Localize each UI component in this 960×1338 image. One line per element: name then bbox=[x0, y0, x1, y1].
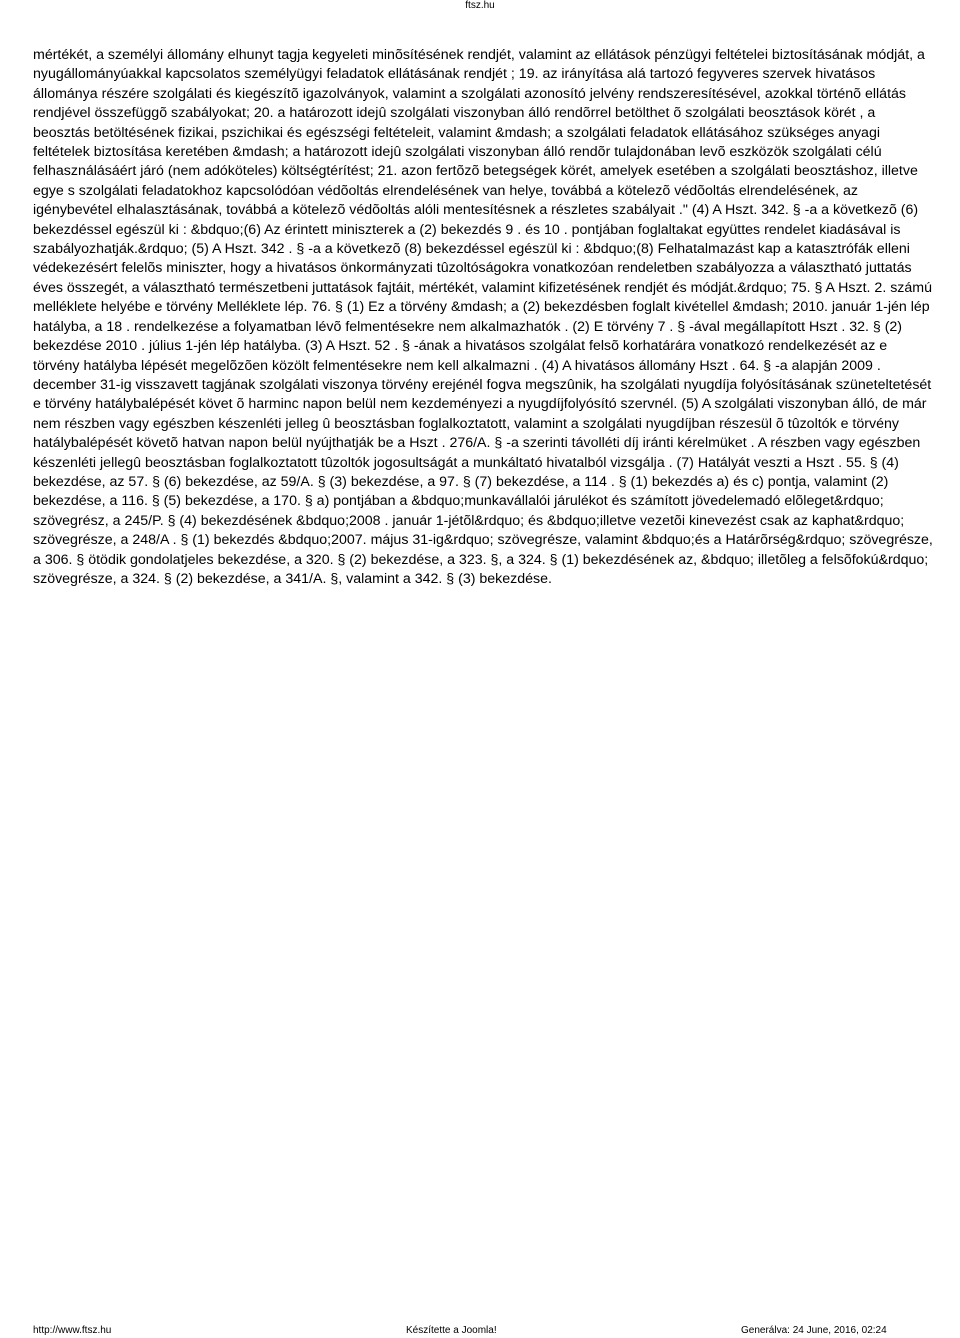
footer-url-link[interactable]: http://www.ftsz.hu bbox=[33, 1325, 112, 1336]
article-body bbox=[33, 46, 933, 589]
page-header bbox=[0, 0, 960, 12]
page-footer bbox=[0, 1324, 960, 1338]
header-site-name: ftsz.hu bbox=[465, 0, 495, 11]
footer-generated-date: Generálva: 24 June, 2016, 02:24 bbox=[741, 1325, 887, 1336]
footer-credit: Készítette a Joomla! bbox=[406, 1325, 497, 1336]
article-text: mértékét, a személyi állomány elhunyt tagja kegyeleti minõsítésének rendjét, valamint az ellátások pénzügyi feltételei biztosításának módját, a nyugállományúakkal kapcsolatos személyügyi feladatok ellátásának rendjét ; 19. az irányítása alá tartozó fegyveres szervek hivatásos állománya részére szolgálati és kiegészítõ igazolványok, valamint a szolgálati azonosító jelvény rendszeresítésével, azokkal történõ ellátás rendjével összefüggõ szabályokat; 20. a határozott idejû szolgálati viszonyban álló rendõrrel betölthet õ szolgálati beosztások körét , a beosztás betöltésének fizikai, pszichikai és egészségi feltételeit, valamint &mdash; a szolgálati feladatok ellátásához szükséges anyagi feltételek biztosítása keretében &mdash; a határozott idejû szolgálati viszonyban álló rendõr tulajdonában levõ eszközök szolgálati célú felhasználásáért járó (nem adóköteles) költségtérítést; 21. azon fertõzõ betegségek körét, amelyek esetében a szolgálati beosztáshoz, illetve egye s szolgálati feladatokhoz kapcsolódóan védõoltás elrendelésének van helye, továbbá a kötelezõ védõoltás elrendelésének, az igénybevétel elhalasztásának, továbbá a kötelezõ védõoltás alóli mentesítésnek a részletes szabályait ." (4) A Hszt. 342. § -a a következõ (6) bekezdéssel egészül ki : &bdquo;(6) Az érintett miniszterek a (2) bekezdés 9 . és 10 . pontjában foglaltakat együttes rendelet kiadásával is szabályozhatják.&rdquo; (5) A Hszt. 342 . § -a a következõ (8) bekezdéssel egészül ki : &bdquo;(8) Felhatalmazást kap a katasztrófák elleni védekezésért felelõs miniszter, hogy a hivatásos önkormányzati tûzoltóságokra vonatkozóan rendeletben szabályozza a választható juttatás éves összegét, a választható természetbeni juttatások fajtáit, mértékét, valamint kifizetésének rendjét és módját.&rdquo; 75. § A Hszt. 2. számú melléklete helyébe e törvény Melléklete lép. 76. § (1) Ez a törvény &mdash; a (2) bekezdésben foglalt kivétellel &mdash; 2010. január 1-jén lép hatályba, a 18 . rendelkezése a folyamatban lévõ felmentésekre nem alkalmazhatók . (2) E törvény 7 . § -ával megállapított Hszt . 32. § (2) bekezdése 2010 . július 1-jén lép hatályba. (3) A Hszt. 52 . § -ának a hivatásos szolgálat felsõ korhatárára vonatkozó rendelkezését az e törvény hatályba lépését megelõzõen közölt felmentésekre nem kell alkalmazni . (4) A hivatásos állomány Hszt . 64. § -a alapján 2009 . december 31-ig visszavett tagjának szolgálati viszonya törvény erejénél fogva megszûnik, ha szolgálati nyugdíja folyósításának szüneteltetését e törvény hatálybalépését követ õ harminc napon belül nem kezdeményezi a nyugdíjfolyósító szervnél. (5) A szolgálati viszonyban álló, de már nem részben vagy egészben készenléti jelleg û beosztásban foglalkoztatott, valamint a szolgálati nyugdíjban részesül õ tûzoltók e törvény hatálybalépését követõ hatvan napon belül nyújthatják be a Hszt . 276/A. § -a szerinti távolléti díj iránti kérelmüket . A részben vagy egészben készenléti jellegû beosztásban foglalkoztatott tûzoltók jogosultságát a munkáltató hivatalból vizsgálja . (7) Hatályát veszti a Hszt . 55. § (4) bekezdése, az 57. § (6) bekezdése, az 59/A. § (3) bekezdése, a 97. § (7) bekezdése, a 114 . § (1) bekezdés a) és c) pontja, valamint (2) bekezdése, a 116. § (5) bekezdése, a 170. § a) pontjában a &bdquo;munkavállalói járulékot és számított jövedelemadó elõleget&rdquo; szövegrész, a 245/P. § (4) bekezdésének &bdquo;2008 . január 1-jétõl&rdquo; és &bdquo;illetve vezetõi kinevezést csak az kaphat&rdquo; szövegrésze, a 248/A . § (1) bekezdés &bdquo;2007. május 31-ig&rdquo; szövegrésze, valamint &bdquo;és a Határõrség&rdquo; szövegrésze, a 306. § ötödik gondolatjeles bekezdése, a 320. § (2) bekezdése, a 323. §, a 324. § (1) bekezdésének az, &bdquo; illetõleg a felsõfokú&rdquo; szövegrésze, a 324. § (2) bekezdése, a 341/A. §, valamint a 342. § (3) bekezdése. bbox=[33, 47, 933, 587]
